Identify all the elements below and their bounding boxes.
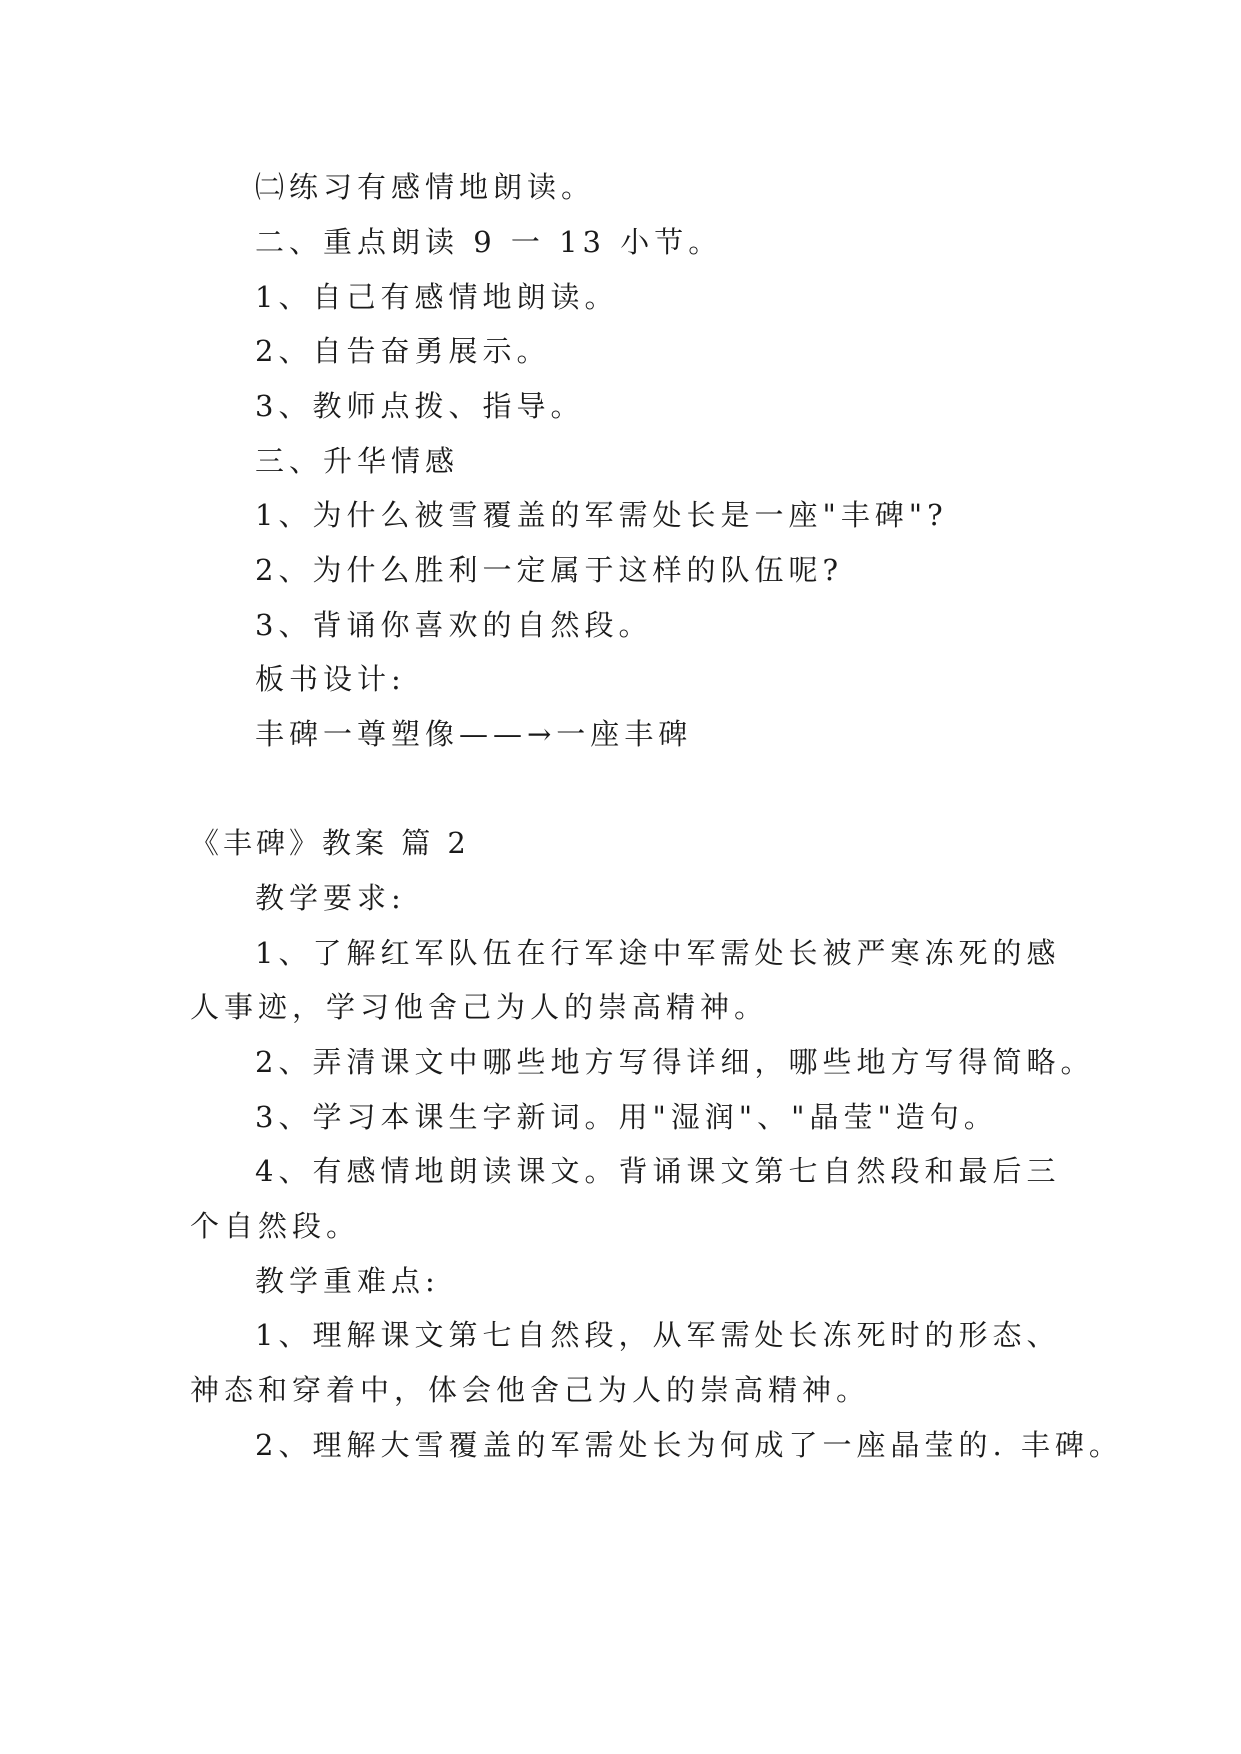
text-line: 丰碑一尊塑像——→一座丰碑 [255, 717, 693, 751]
text-line: 1、为什么被雪覆盖的军需处长是一座"丰碑"? [255, 498, 948, 532]
section-heading: 教学重难点: [255, 1264, 440, 1298]
text-line: 1、了解红军队伍在行军途中军需处长被严寒冻死的感 [255, 936, 1061, 970]
text-line: 神态和穿着中，体会他舍己为人的崇高精神。 [190, 1373, 871, 1407]
section-heading: 二、重点朗读 9 一 13 小节。 [255, 225, 723, 259]
text-line: ㈡练习有感情地朗读。 [255, 170, 596, 204]
text-line: 1、自己有感情地朗读。 [255, 280, 619, 314]
text-line: 2、理解大雪覆盖的军需处长为何成了一座晶莹的. 丰碑。 [255, 1428, 1123, 1462]
section-heading: 三、升华情感 [255, 444, 460, 478]
article-title: 《丰碑》教案 篇 2 [190, 826, 470, 860]
text-line: 2、为什么胜利一定属于这样的队伍呢? [255, 553, 843, 587]
text-line: 2、弄清课文中哪些地方写得详细，哪些地方写得简略。 [255, 1045, 1095, 1079]
section-heading: 板书设计: [255, 662, 406, 696]
text-line: 4、有感情地朗读课文。背诵课文第七自然段和最后三 [255, 1154, 1061, 1188]
text-line: 个自然段。 [190, 1209, 361, 1243]
text-line: 3、学习本课生字新词。用"湿润"、"晶莹"造句。 [255, 1100, 998, 1134]
section-heading: 教学要求: [255, 881, 406, 915]
text-line: 1、理解课文第七自然段，从军需处长冻死时的形态、 [255, 1318, 1061, 1352]
text-line: 3、教师点拨、指导。 [255, 389, 585, 423]
text-line: 3、背诵你喜欢的自然段。 [255, 608, 653, 642]
text-line: 人事迹，学习他舍己为人的崇高精神。 [190, 990, 769, 1024]
text-line: 2、自告奋勇展示。 [255, 334, 551, 368]
